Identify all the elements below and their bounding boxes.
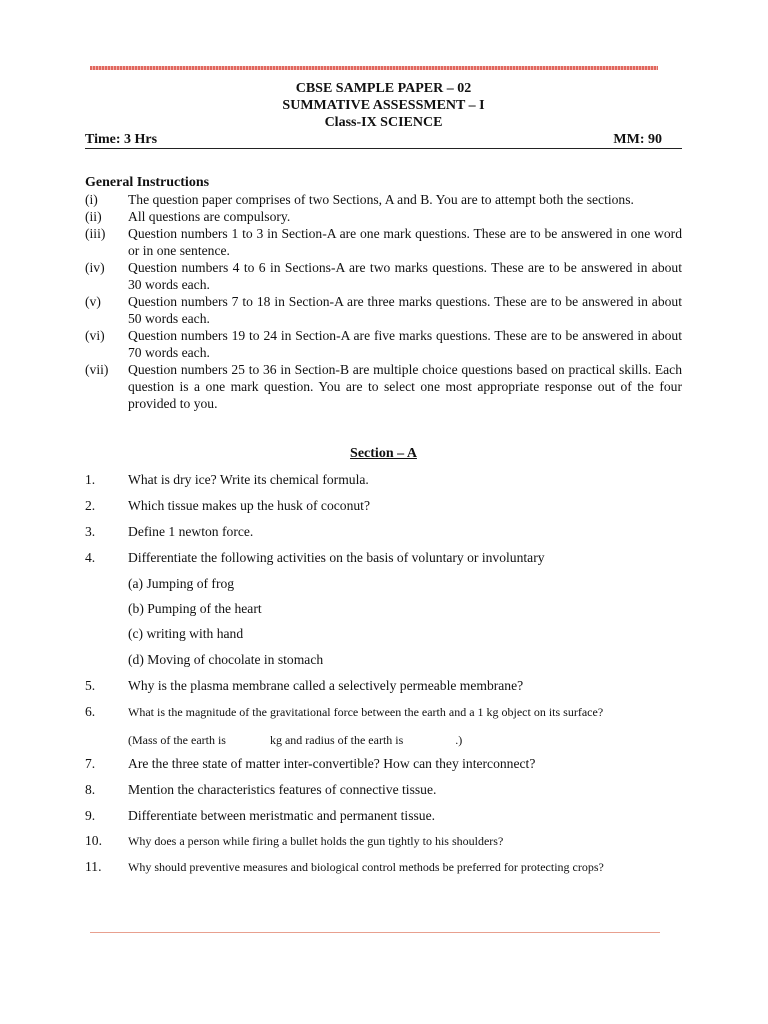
question-4 (85, 548, 685, 568)
instruction-item (85, 191, 682, 208)
instruction-item (85, 293, 682, 327)
instruction-item (85, 327, 682, 361)
question-3 (85, 522, 685, 542)
question-9 (85, 806, 685, 826)
instruction-text: Question numbers 4 to 6 in Sections-A are two marks questions. These are to be answered in about 30 words each. (128, 260, 682, 292)
instruction-text: All questions are compulsory. (128, 209, 291, 224)
question-text: What is the magnitude of the gravitational force between the earth and a 1 kg object on its surface? (128, 705, 604, 719)
question-number: 2. (85, 498, 96, 513)
question-11 (85, 857, 685, 877)
question-number: 11. (85, 859, 102, 874)
instruction-item (85, 225, 682, 259)
note-part-radius: kg and radius of the earth is (269, 733, 404, 747)
option-text: (c) writing with hand (128, 626, 244, 641)
question-text: Differentiate the following activities on the basis of voluntary or involuntary (128, 550, 545, 565)
instruction-number: (i) (85, 192, 98, 207)
question-1 (85, 470, 685, 490)
instruction-number: (ii) (85, 209, 102, 224)
max-marks: MM: 90 (613, 132, 662, 147)
question-10 (85, 831, 685, 851)
question-number: 7. (85, 756, 96, 771)
question-number: 3. (85, 524, 96, 539)
instruction-item (85, 259, 682, 293)
section-a-title: Section – A (350, 446, 417, 461)
question-number: 5. (85, 678, 96, 693)
general-instructions (85, 174, 682, 412)
question-4-option-b (85, 599, 685, 619)
question-number: 6. (85, 704, 96, 719)
question-text: Differentiate between meristmatic and permanent tissue. (128, 808, 436, 823)
note-part-end: .) (455, 733, 463, 747)
meta-row (85, 130, 682, 149)
instruction-text: The question paper comprises of two Sections, A and B. You are to attempt both the sections. (128, 192, 634, 207)
assessment-title: SUMMATIVE ASSESSMENT – I (282, 98, 485, 113)
instruction-item (85, 208, 682, 225)
class-subject: Class-IX SCIENCE (324, 115, 443, 130)
instruction-text: Question numbers 19 to 24 in Section-A are five marks questions. These are to be answered in about 70 words each. (128, 328, 682, 360)
instruction-text: Question numbers 1 to 3 in Section-A are one mark questions. These are to be answered in one word or in one sentence. (128, 226, 682, 258)
question-note (128, 730, 462, 750)
question-7 (85, 754, 685, 774)
instruction-number: (iii) (85, 226, 106, 241)
question-4-option-a (85, 574, 685, 594)
question-text: Mention the characteristics features of connective tissue. (128, 782, 437, 797)
bottom-rule (90, 932, 660, 933)
instruction-text: Question numbers 25 to 36 in Section-B are multiple choice questions based on practical skills. Each question is a one mark question. You are to select one most appropriate response out of the four provided to you. (128, 362, 682, 411)
question-6-note (85, 730, 685, 750)
question-number: 8. (85, 782, 96, 797)
instruction-number: (vi) (85, 328, 105, 343)
time-allowed: Time: 3 Hrs (85, 132, 158, 147)
question-text: Why should preventive measures and biological control methods be preferred for protecting crops? (128, 860, 604, 874)
question-4-option-c (85, 624, 685, 644)
question-text: Define 1 newton force. (128, 524, 254, 539)
instruction-number: (iv) (85, 260, 105, 275)
top-decorative-rule (90, 66, 658, 70)
question-number: 1. (85, 472, 96, 487)
instruction-text: Question numbers 7 to 18 in Section-A are three marks questions. These are to be answered in about 50 words each. (128, 294, 682, 326)
question-5 (85, 676, 685, 696)
question-number: 9. (85, 808, 96, 823)
question-text: Why is the plasma membrane called a selectively permeable membrane? (128, 678, 524, 693)
question-2 (85, 496, 685, 516)
option-text: (b) Pumping of the heart (128, 601, 262, 616)
question-8 (85, 780, 685, 800)
question-text: Why does a person while firing a bullet holds the gun tightly to his shoulders? (128, 834, 504, 848)
paper-title: CBSE SAMPLE PAPER – 02 (295, 81, 472, 96)
paper-header (85, 80, 682, 131)
question-6 (85, 702, 685, 722)
option-text: (a) Jumping of frog (128, 576, 235, 591)
question-number: 4. (85, 550, 96, 565)
question-text: Which tissue makes up the husk of coconut? (128, 498, 370, 513)
instruction-item (85, 361, 682, 412)
question-4-option-d (85, 650, 685, 670)
instruction-number: (vii) (85, 362, 109, 377)
question-text: Are the three state of matter inter-convertible? How can they interconnect? (128, 756, 536, 771)
instruction-number: (v) (85, 294, 101, 309)
instructions-heading: General Instructions (85, 175, 210, 190)
question-number: 10. (85, 833, 102, 848)
option-text: (d) Moving of chocolate in stomach (128, 652, 324, 667)
question-text: What is dry ice? Write its chemical formula. (128, 472, 369, 487)
note-part-mass: (Mass of the earth is (128, 733, 226, 747)
